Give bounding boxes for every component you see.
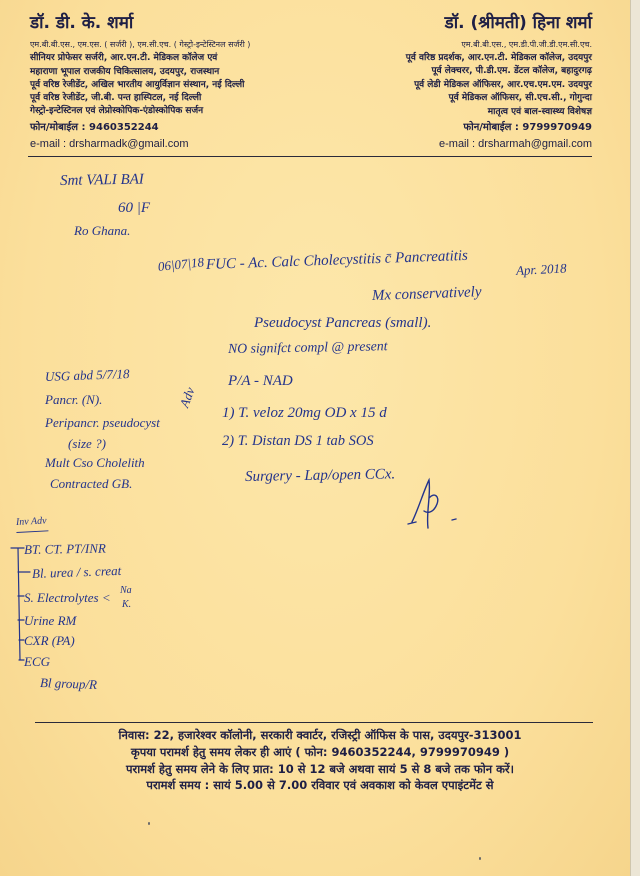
scan-edge <box>630 0 640 876</box>
investigation-item: Urine RM <box>24 613 77 628</box>
usg-finding: Mult Cso Cholelith <box>45 455 145 470</box>
right-doctor-line: पूर्व लेक्चरर, पी.डी.एम. डेंटल कॉलेज, बहादुरगढ़ <box>431 66 592 76</box>
right-doctor-email: e-mail : drsharmah@gmail.com <box>439 138 592 150</box>
header-divider <box>28 156 592 157</box>
scan-speck <box>148 822 150 825</box>
investigation-item: BT. CT. PT/INR <box>23 540 106 557</box>
investigation-item: CXR (PA) <box>24 633 75 648</box>
investigation-item: Bl group/R <box>39 675 98 692</box>
footer-consultation-hours: परामर्श समय : सायं 5.00 से 7.00 रविवार एवं अवकाश को केवल एपाइंटमेंट से <box>146 778 494 792</box>
investigations-label: Inv Adv <box>16 512 49 533</box>
left-doctor-line: पूर्व वरिष्ठ रेजीडेंट, अखिल भारतीय आयुर्विज्ञान संस्थान, नई दिल्ली <box>30 80 245 90</box>
usg-finding: (size ?) <box>68 436 106 451</box>
exam-note: P/A - NAD <box>228 373 293 389</box>
investigation-item: S. Electrolytes < <box>24 590 111 605</box>
left-doctor-line: गेस्ट्रो-इन्टेस्टिनल एवं लेप्रोस्कोपिक-एंडोस्कोपिक सर्जन <box>30 106 204 116</box>
footer-divider <box>35 722 593 723</box>
usg-finding: Peripancr. pseudocyst <box>45 415 160 430</box>
management-note: Mx conservatively <box>371 284 482 304</box>
right-doctor-line: पूर्व वरिष्ठ प्रदर्शक, आर.एन.टी. मेडिकल कॉलेज, उदयपुर <box>405 53 592 63</box>
investigation-item: Bl. urea / s. creat <box>31 562 122 581</box>
footer-appointment-note: कृपया परामर्श हेतु समय लेकर ही आएं ( फोन: 9460352244, 9799970949 ) <box>130 745 510 759</box>
history-note: FUC - Ac. Calc Cholecystitis c̄ Pancreatitis <box>205 247 469 273</box>
electrolyte-potassium: K. <box>122 599 132 610</box>
footer-address: निवास: 22, हजारेश्वर कॉलोनी, सरकारी क्वार्टर, रजिस्ट्री ऑफिस के पास, उदयपुर-313001 <box>118 728 522 742</box>
advice-label: Adv <box>176 385 198 410</box>
right-doctor-name: डॉ. (श्रीमती) हिना शर्मा <box>444 13 592 33</box>
footer-call-hours: परामर्श हेतु समय लेने के लिए प्रात: 10 से 12 बजे अथवा सायं 5 से 8 बजे तक फोन करें। <box>126 762 514 776</box>
patient-name: Smt VALI BAI <box>59 171 145 189</box>
usg-finding: Pancr. (N). <box>45 392 103 407</box>
doctor-signature <box>402 476 468 536</box>
surgery-advice: Surgery - Lap/open CCx. <box>244 466 396 485</box>
right-doctor-qualifications: एम.बी.बी.एस., एम.डी.पी.जी.डी.एम.सी.एच. <box>461 40 592 49</box>
left-doctor-email: e-mail : drsharmadk@gmail.com <box>30 138 189 150</box>
patient-age-sex: 60 |F <box>118 200 151 216</box>
left-doctor-line: पूर्व वरिष्ठ रेजीडेंट, जी.बी. पन्त हास्पिटल, नई दिल्ली <box>30 93 202 103</box>
usg-title: USG abd 5/7/18 <box>44 366 130 384</box>
finding-note: Pseudocyst Pancreas (small). <box>254 315 432 331</box>
patient-residence: Ro Ghana. <box>74 223 131 238</box>
left-doctor-name: डॉ. डी. के. शर्मा <box>30 13 134 33</box>
scan-speck <box>479 857 481 860</box>
medication-line: 2) T. Distan DS 1 tab SOS <box>222 433 374 449</box>
right-doctor-line: मातृत्व एवं बाल-स्वास्थ्य विशेषज्ञ <box>487 107 592 117</box>
electrolyte-sodium: Na <box>120 585 132 596</box>
medication-line: 1) T. veloz 20mg OD x 15 d <box>222 405 387 421</box>
investigation-item: ECG <box>24 654 50 669</box>
history-date: Apr. 2018 <box>515 260 567 278</box>
complication-note: NO signifct compl @ present <box>227 338 388 356</box>
left-doctor-line: सीनियर प्रोफेसर सर्जरी, आर.एन.टी. मेडिकल कॉलेज एवं <box>30 53 218 63</box>
left-doctor-qualifications: एम.बी.बी.एस., एम.एस. ( सर्जरी ), एम.सी.एच. ( गेस्ट्रो-इन्टेस्टिनल सर्जरी ) <box>30 40 251 49</box>
left-doctor-phone: फोन/मोबाईल : 9460352244 <box>30 122 159 133</box>
left-doctor-line: महाराणा भूपाल राजकीय चिकित्सालय, उदयपुर, राजस्थान <box>30 67 220 77</box>
right-doctor-line: पूर्व मेडिकल ऑफिसर, सी.एच.सी., गोगुन्दा <box>448 93 592 103</box>
right-doctor-phone: फोन/मोबाईल : 9799970949 <box>463 122 592 133</box>
right-doctor-line: पूर्व लेडी मेडिकल ऑफिसर, आर.एच.एम.एम. उदयपुर <box>414 80 592 90</box>
visit-date: 06|07|18 <box>157 254 205 274</box>
usg-finding: Contracted GB. <box>50 476 133 491</box>
